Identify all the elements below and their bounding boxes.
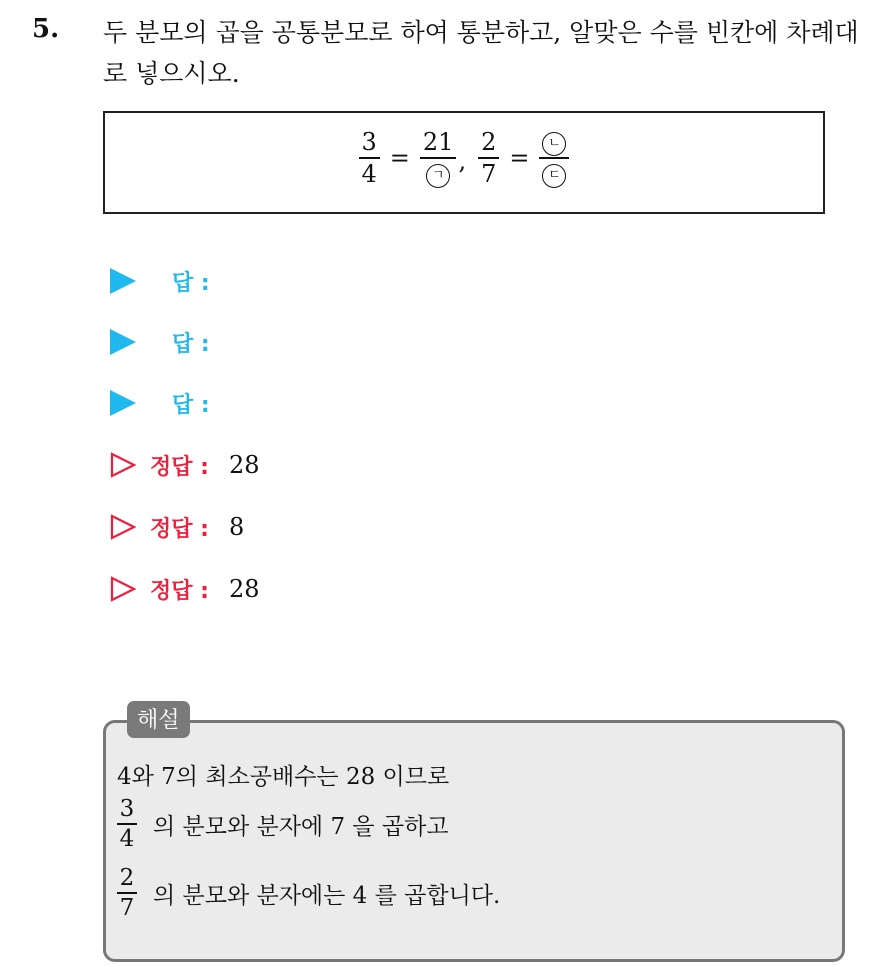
triangle-outline-icon xyxy=(110,576,136,602)
fraction-denominator xyxy=(423,159,453,189)
fraction-denominator: 4 xyxy=(361,160,377,188)
equals-sign: = xyxy=(509,144,530,172)
explanation-text: 의 분모와 분자에는 4 를 곱합니다. xyxy=(153,882,501,909)
equation-box xyxy=(103,111,825,214)
question-text: 두 분모의 곱을 공통분모로 하여 통분하고, 알맞은 수를 빈칸에 차례대로 넣으시오. xyxy=(103,18,859,88)
answer-row-3 xyxy=(110,385,210,421)
fraction-denominator: 7 xyxy=(119,895,135,921)
equation xyxy=(105,127,823,189)
explanation-text: 4와 7의 최소공배수는 28 이므로 xyxy=(117,764,450,790)
solution-label: 정답 : xyxy=(150,454,209,480)
blank-circle-nieun: ㄴ xyxy=(542,132,566,156)
answer-label: 답 : xyxy=(172,331,210,357)
fraction-denominator: 7 xyxy=(481,160,497,188)
solution-row-3 xyxy=(110,571,260,607)
fraction-3-4 xyxy=(117,795,137,853)
blank-circle-digeut: ㄷ xyxy=(542,164,566,188)
fraction-3-4 xyxy=(359,127,380,189)
fraction-21-blank xyxy=(420,127,457,189)
explanation-tag: 해설 xyxy=(127,701,190,738)
triangle-solid-icon xyxy=(110,329,136,355)
triangle-solid-icon xyxy=(110,268,136,294)
question-number: 5. xyxy=(32,14,60,44)
solution-row-2 xyxy=(110,509,244,545)
fraction-numerator: 3 xyxy=(361,128,377,156)
fraction-denominator xyxy=(539,159,569,189)
fraction-2-7 xyxy=(117,864,137,922)
fraction-numerator: 2 xyxy=(481,128,497,156)
solution-value: 8 xyxy=(228,513,245,541)
answer-label: 답 : xyxy=(172,392,210,418)
explanation-line-3 xyxy=(117,864,500,922)
explanation-line-1 xyxy=(117,758,449,791)
fraction-denominator: 4 xyxy=(119,826,135,852)
fraction-blanks xyxy=(539,127,569,189)
explanation-line-2 xyxy=(117,795,449,853)
fraction-numerator: 2 xyxy=(119,865,135,891)
equals-sign: = xyxy=(389,144,410,172)
solution-row-1 xyxy=(110,447,260,483)
fraction-numerator xyxy=(539,127,569,157)
fraction-numerator: 3 xyxy=(119,796,135,822)
fraction-2-7 xyxy=(478,127,499,189)
triangle-solid-icon xyxy=(110,390,136,416)
answer-row-1 xyxy=(110,263,210,299)
fraction-numerator: 21 xyxy=(422,128,454,156)
answer-row-2 xyxy=(110,324,210,360)
comma: , xyxy=(458,147,467,175)
triangle-outline-icon xyxy=(110,452,136,478)
solution-label: 정답 : xyxy=(150,516,209,542)
answer-label: 답 : xyxy=(172,270,210,296)
solution-value: 28 xyxy=(228,451,260,479)
solution-value: 28 xyxy=(228,575,260,603)
blank-circle-giyeok: ㄱ xyxy=(426,164,450,188)
explanation-text: 의 분모와 분자에 7 을 곱하고 xyxy=(153,813,449,840)
solution-label: 정답 : xyxy=(150,578,209,604)
triangle-outline-icon xyxy=(110,514,136,540)
